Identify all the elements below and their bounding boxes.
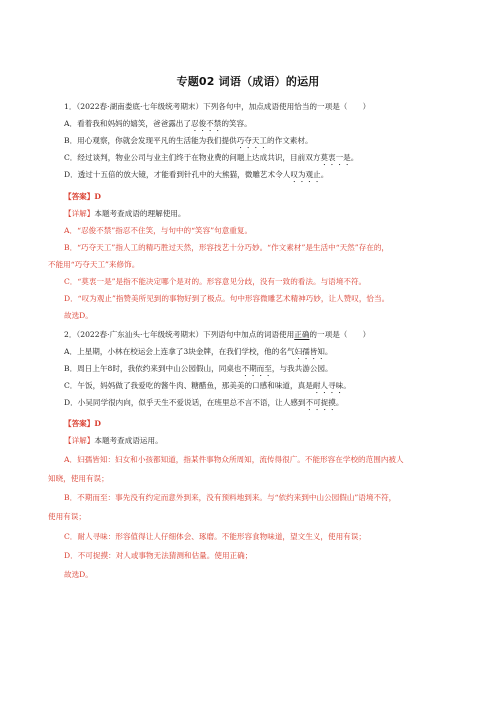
option-text: 。 (343, 381, 351, 390)
q2-explain-c: C．耐人寻味：形容值得让人仔细体会、琢磨。不能形容食物味道，望文生义，使用有误； (64, 532, 366, 541)
dotted-idiom: 莫衷一是 (320, 153, 351, 162)
option-text: B．周日上午8时，我依约来到中山公园假山，同桌也 (64, 364, 242, 373)
q1-explain-c: C．“莫衷一是”是指不能决定哪个是对的。形容意见分歧，没有一致的看法。与语境不符。 (64, 277, 367, 286)
q2-explain-b: B．不期而至：事先没有约定而意外到来，没有预料地到来。与“依约来到中山公园假山”语境不符， (64, 493, 397, 502)
option-text: C．午饭，妈妈做了我爱吃的酱牛肉、糖醋鱼，那美美的口感和味道，真是 (64, 381, 313, 390)
q1-option-c (64, 153, 444, 167)
q2-option-a (64, 347, 444, 361)
q2-explain-d: D．不可捉摸：对人或事物无法猜测和估量。使用正确； (64, 551, 253, 560)
dotted-idiom: 巧夺天工 (236, 136, 268, 145)
option-text: 。 (350, 153, 359, 162)
dotted-idiom: 叹为观止 (290, 170, 321, 179)
q1-option-d (64, 170, 444, 184)
option-text: A．看着我和妈妈的嬉笑，爸爸露出了 (64, 119, 191, 128)
option-text: A．上星期，小林在校运会上连拿了3块金牌，在我们学校，他的名气 (64, 347, 295, 356)
q1-option-a (64, 119, 444, 133)
q1-detail (64, 209, 444, 219)
option-text: D．小吴同学很内向，似乎天生不爱说话，在班里总不言不语，让人感到 (64, 398, 306, 407)
q2-option-d (64, 398, 444, 412)
option-text: B．用心观察，你就会发现平凡的生活能为我们提供 (64, 136, 237, 145)
q1-answer: 【答案】D (64, 192, 101, 201)
q2-conclusion: 故选D。 (64, 570, 93, 579)
dotted-idiom: 耐人寻味 (312, 381, 344, 390)
q1-stem-text: 下列各句中，加点成语使用恰当的一项是（ ） (203, 102, 371, 111)
q1-explain-b-cont: 不能用“巧夺天工”来修饰。 (48, 260, 140, 269)
dotted-idiom: 忍俊不禁 (190, 119, 222, 128)
q2-option-b (64, 364, 444, 378)
option-text: 。 (320, 170, 329, 179)
option-text: D．透过十五倍的放大镜，才能看到针孔中的大熊猫，微雕艺术令人 (64, 170, 291, 179)
dotted-idiom: 不期而至 (241, 364, 272, 373)
q2-stem-text-end: 的一项是（ ） (309, 330, 371, 339)
option-text: 。 (324, 347, 333, 356)
q2-answer: 【答案】D (64, 419, 101, 428)
q1-explain-b: B．“巧夺天工”指人工的精巧胜过天然，形容技艺十分巧妙。“作文素材”是生活中“天然”存在的， (64, 243, 390, 252)
option-text: 的笑容。 (221, 119, 252, 128)
detail-intro: 本题考查成语运用。 (94, 436, 163, 445)
q2-explain-a-cont: 知晓，使用有误； (48, 474, 109, 483)
option-text: ，与我共游公园。 (271, 364, 333, 373)
q2-number: 2． (64, 330, 77, 339)
q1-stem (64, 102, 444, 112)
q1-explain-d: D．“叹为观止”指赞美所见到的事物好到了极点。句中形容微雕艺术精神巧妙，让人赞叹，恰当。 (64, 294, 390, 303)
detail-intro: 本题考查成语的理解使用。 (94, 209, 186, 218)
detail-label: 【详解】 (64, 209, 95, 218)
q1-number: 1． (64, 102, 77, 111)
option-text: 的作文素材。 (267, 136, 313, 145)
q2-detail (64, 436, 444, 446)
detail-label: 【详解】 (64, 436, 95, 445)
q2-stem-text: 下列语句中加点的词语使用 (203, 330, 295, 339)
q1-explain-a: A．“忍俊不禁”指忍不住笑，与句中的“笑容”句意重复。 (64, 226, 253, 235)
dotted-idiom: 不可捉摸 (305, 398, 336, 407)
q2-stem-underlined: 正确 (294, 330, 310, 339)
option-text: C．经过谈判，物业公司与业主们终于在物业费的问题上达成共识，目前双方 (64, 153, 321, 162)
option-text: 。 (335, 398, 344, 407)
q2-explain-a: A．妇孺皆知：妇女和小孩都知道，指某件事物众所周知，流传得很广。不能形容在学校的范围内被人 (64, 455, 404, 464)
q2-explain-b-cont: 使用有误； (48, 512, 86, 521)
q1-option-b (64, 136, 444, 150)
dotted-idiom: 妇孺皆知 (294, 347, 325, 356)
q2-option-c (64, 381, 444, 395)
page-title: 专题02 词语（成语）的运用 (176, 75, 320, 88)
q1-source: （2022春·湖南娄底·七年级统考期末） (76, 102, 204, 111)
q2-source: （2022春·广东汕头·七年级统考期末） (76, 330, 204, 339)
q2-stem (64, 330, 444, 340)
q1-conclusion: 故选D。 (64, 311, 93, 320)
